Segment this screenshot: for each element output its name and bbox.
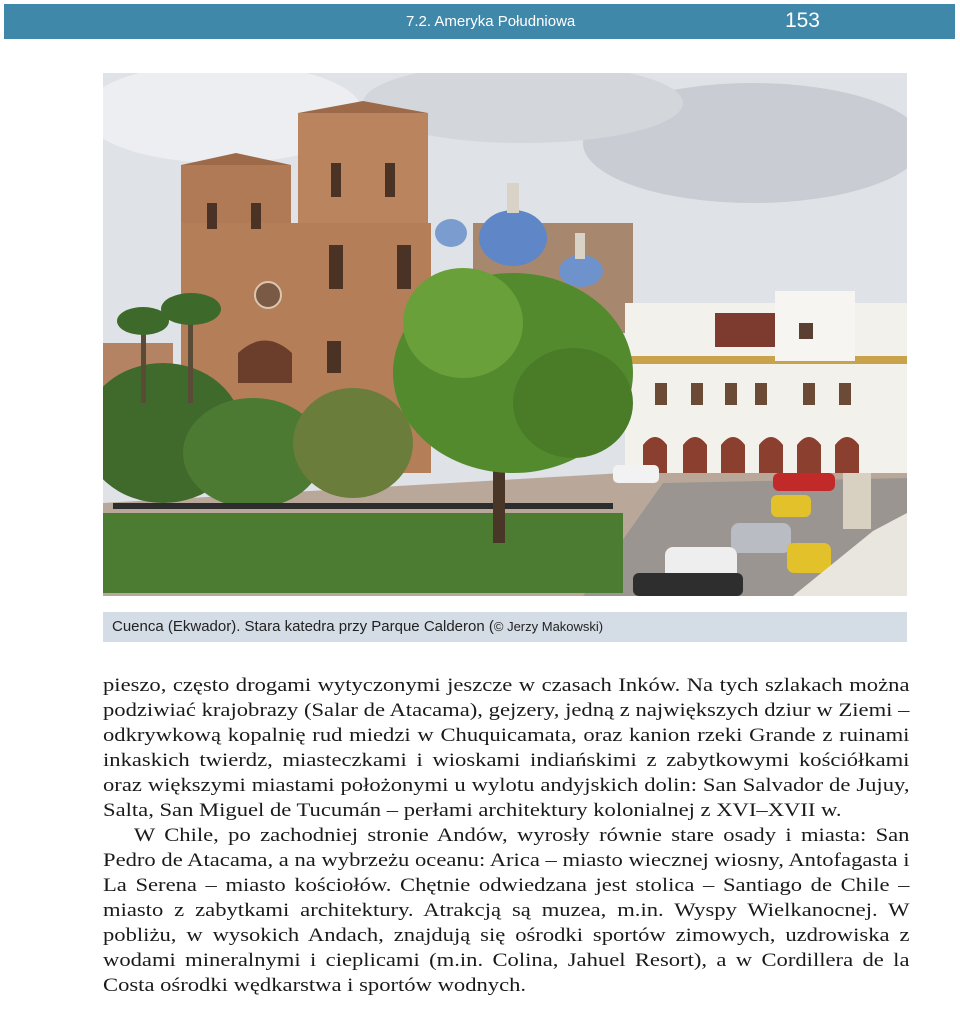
taxi xyxy=(787,543,831,573)
portal xyxy=(238,341,292,384)
car xyxy=(731,523,791,553)
cathedral-photo xyxy=(103,73,907,596)
car xyxy=(633,573,743,596)
dome-lantern xyxy=(507,183,519,213)
dome-lantern xyxy=(575,233,585,259)
car xyxy=(773,473,835,491)
rose-window xyxy=(255,282,281,308)
big-tree xyxy=(403,268,523,378)
paragraph: pieszo, często drogami wytyczonymi jeszcze w czasach Inków. Na tych szlakach można podziwiać krajobrazy (Salar de Atacama), gejzery, jedną z największych dziur w Ziemi – odkrywkową kopalnię rud miedzi w Chuquicamata, oraz kanion rzeki Grande z ruinami inkaskich twierdz, miasteczkami i wioskami indiańskimi z zabytkowymi kościółkami oraz większymi miastami położonymi u wylotu andyjskich dolin: San Salvador de Jujuy, Salta, San Miguel de Tucumán – perłami architektury kolonialnej z XVI–XVII w. xyxy=(103,675,910,821)
palm-trunk xyxy=(188,313,193,403)
building-tower xyxy=(775,291,855,361)
garden xyxy=(103,513,623,593)
photo-caption xyxy=(103,612,907,642)
page-header xyxy=(4,4,955,39)
caption-text: Cuenca (Ekwador). Stara katedra przy Parque Calderon ( xyxy=(112,618,494,635)
palm-fronds xyxy=(117,307,169,335)
car xyxy=(613,465,659,483)
fence xyxy=(113,503,613,509)
photo-illustration xyxy=(103,73,907,596)
blue-dome xyxy=(435,219,467,247)
body-text xyxy=(103,673,909,998)
blue-dome xyxy=(479,210,547,266)
taxi xyxy=(771,495,811,517)
copyright-symbol: © xyxy=(493,619,504,634)
paragraph: W Chile, po zachodniej stronie Andów, wyrosły równie stare osady i miasta: San Pedro de Atacama, a na wybrzeżu oceanu: Arica – miasto wiecznej wiosny, Antofagasta i La Serena – miasto kościołów. Chętnie odwiedzana jest stolica – Santiago de Chile – miasto z zabytkami architektury. Atrakcją są muzea, m.in. Wyspy Wielkanocnej. W pobliżu, w wysokich Andach, znajdują się ośrodki sportów zimowych, uzdrowiska z wodami mineralnymi i cieplicami (m.in. Colina, Jahuel Resort), a w Cordillera de la Costa ośrodki wędkarstwa i sportów wodnych. xyxy=(103,825,910,996)
blue-dome xyxy=(559,255,603,287)
balcony-mural xyxy=(715,313,775,347)
section-title: 7.2. Ameryka Południowa xyxy=(406,13,576,30)
palm-fronds xyxy=(161,293,221,325)
page-number: 153 xyxy=(784,9,820,32)
photo-credit: Jerzy Makowski) xyxy=(503,619,604,634)
palm-trunk xyxy=(141,323,146,403)
tree xyxy=(293,388,413,498)
big-tree xyxy=(513,348,633,458)
sign xyxy=(843,473,871,529)
